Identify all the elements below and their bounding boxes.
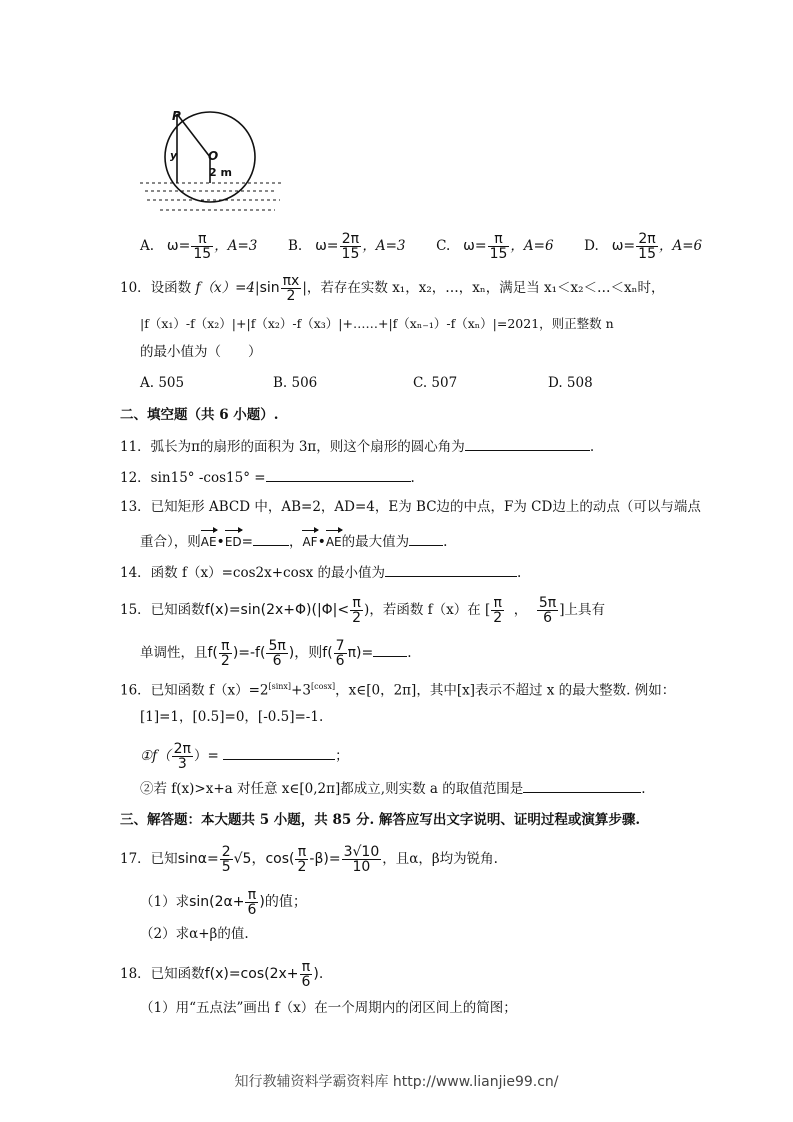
q15-text: )，则 [288,645,323,661]
fraction [491,596,504,625]
q9-option-c [436,231,558,262]
q11-answer-blank[interactable] [465,436,590,451]
numerator: 2π [636,232,658,247]
denominator: 2 [220,653,230,669]
section-fill-in-heading: 二、填空题（共 6 小题）. [120,407,279,423]
q15-text: )，若函数 f（x）在 [ [364,602,491,618]
numerator: 2π [340,232,362,247]
q16-text: ①f（ [140,748,171,764]
fraction [219,639,232,668]
denominator: 2 [297,859,307,875]
q16-answer-blank-1[interactable] [223,745,335,760]
q15-text: 15．已知函数 [120,602,205,618]
exponent: [cosx] [310,682,336,691]
denominator: 3 [177,756,187,772]
radius-line [177,114,210,157]
q10-sum: |f（x₁）-f（x₂）|+|f（x₂）-f（x₃）|+……+|f（xₙ₋₁）-f（xₙ）|=2021，则正整数 n [140,316,614,331]
numerator: πx [282,273,300,289]
option-letter: B. [287,238,303,254]
omega: ω [315,238,327,254]
q14-answer-blank[interactable] [385,562,517,577]
q13-max-text: 的最大值为 [341,534,410,550]
q11-text: 11．弧长为π的扇形的面积为 3π，则这个扇形的圆心角为 [120,439,465,455]
q9-option-a [140,231,262,262]
omega: ω [463,238,475,254]
q16-text: ）= [193,748,219,764]
q18-text: ). [313,966,324,982]
q15-answer-blank[interactable] [373,642,407,657]
numerator: π [295,845,308,860]
q13-answer-blank-2[interactable] [409,531,443,546]
q10-option-a: A. 505 [140,375,185,391]
q17-text: )的值； [259,894,307,910]
period: . [407,645,412,661]
q15-f: f( [207,645,218,661]
numerator: 2π [173,741,191,757]
q17-stem [120,845,498,874]
denominator: 6 [543,610,553,626]
q10-stem: 10．设函数 f（x）=4|sin $\frac{\pi x}{2}$ |，若存在实数 x₁，x₂，…，xₙ，满足当 x₁＜x₂＜…＜xₙ时， [120,273,665,304]
fraction [266,639,287,668]
dot-operator: • [317,534,326,550]
vector-ae: AE [201,528,217,552]
q16-part2 [140,778,646,799]
amplitude: ，A=3 [362,238,406,254]
numerator: π [245,888,258,903]
vector-af: AF [302,528,317,552]
amplitude: ，A=6 [510,238,554,254]
vector-ed: ED [225,528,242,552]
period: . [641,781,646,797]
fraction [191,232,213,261]
numerator: 2 [221,844,231,860]
q13-line2 [140,528,447,552]
q10-options [140,373,593,393]
q15-line1 [120,596,605,625]
q15-line2 [140,639,412,668]
q15-text: 单调性，且 [140,645,208,661]
q10-tail: 的最小值为（ ） [140,344,262,360]
footer-watermark: 知行教辅资料学霸资料库 http://www.lianjie99.cn/ [234,1074,559,1090]
period: . [443,534,448,550]
q17-sin: sinα= [177,851,219,867]
section-solutions-heading: 三、解答题：本大题共 5 小题，共 85 分. 解答应写出文字说明、证明过程或演算步骤. [120,812,641,828]
denominator: 15 [489,246,508,262]
equals: = [178,238,191,254]
denominator: 15 [638,246,656,262]
q16-part1 [140,742,349,771]
comma: ， [288,534,303,550]
q14 [120,562,521,583]
q14-text: 14．函数 f（x）=cos2x+cosx 的最小值为 [120,565,386,581]
q18-stem [120,960,323,989]
q17-expr: sin(2α+ [189,894,245,910]
point-p-label: P [172,109,181,123]
fraction [220,845,233,874]
amplitude: ，A=3 [214,238,258,254]
q15-f: f( [322,645,333,661]
q15-text: ]上具有 [559,602,606,618]
q13-answer-blank-1[interactable] [253,531,289,546]
q13-text: 重合），则 [140,534,201,550]
denominator: 2 [493,610,503,626]
q10-option-b: B. 506 [273,375,318,391]
fraction [281,274,302,303]
fraction [245,888,258,917]
equals: = [326,238,339,254]
fraction [636,232,658,261]
q16-answer-blank-2[interactable] [523,778,641,793]
q10-condition: ，若存在实数 x₁，x₂，…，xₙ，满足当 x₁＜x₂＜…＜xₙ时， [306,280,665,296]
q18-text: 18．已知函数 [120,966,205,982]
denominator: 6 [301,974,311,990]
option-letter: A. [140,238,155,254]
numerator: 3√10 [343,844,380,860]
q10-number: 10．设函数 [120,280,192,296]
numerator: π [350,596,363,611]
exponent: [sinx] [268,682,292,691]
dot-operator: • [216,534,225,550]
fraction [340,232,362,261]
period: . [589,439,595,455]
period: . [410,470,415,486]
q9-options [140,232,702,261]
sqrt-5: √5 [233,851,252,867]
denominator: 10 [352,859,371,875]
numerator: 5π [538,595,557,611]
vector-ae: AE [326,528,342,552]
q12-text: 12．sin15° -cos15° = [120,470,266,486]
q16-text: +3 [291,682,311,699]
fraction [537,596,558,625]
omega: ω [611,238,624,254]
fraction [334,639,347,668]
denominator: 5 [221,859,231,875]
q16-line2: [1]=1，[0.5]=0，[-0.5]=-1. [140,709,324,725]
omega: ω [166,238,179,254]
q16-text: ，x∈[0，2π]，其中[x]表示不超过 x 的最大整数. 例如： [335,682,676,699]
denominator: 6 [272,653,282,669]
q17-text: -β)= [309,851,341,867]
q9-option-d [584,231,703,262]
denominator: 15 [193,246,212,262]
numerator: π [491,596,504,611]
fraction [342,845,382,874]
numerator: π [191,232,213,247]
q10-option-c: C. 507 [413,375,458,391]
option-letter: C. [436,238,451,254]
denominator: 6 [335,653,345,669]
numerator: π [488,232,510,247]
fraction [295,845,308,874]
denominator: 2 [352,610,362,626]
sin: sin [259,280,280,296]
q18-function: f(x)=cos(2x+ [204,966,299,982]
q10-function: f（x）=4 [195,280,255,296]
q17-text: 17．已知 [120,851,178,867]
point-o-label: O [208,149,219,163]
fraction [300,960,313,989]
q17-part1 [140,888,307,917]
denominator: 15 [341,246,360,262]
numerator: π [219,639,232,654]
q18-part1: （1）用“五点法”画出 f（x）在一个周期内的闭区间上的简图； [140,1000,517,1016]
numerator: 7 [335,638,345,654]
q17-text: ，且α，β均为锐角. [382,851,498,867]
amplitude: ，A=6 [658,238,703,254]
q16-line1 [120,677,675,701]
option-letter: D. [584,238,599,254]
fraction [350,596,363,625]
equals: = [623,238,636,254]
radius-2m-label: 2 m [209,166,232,179]
denominator: 2 [286,288,296,304]
q16-text: 16．已知函数 f（x）=2 [120,682,269,699]
q15-f: π)= [347,645,374,661]
numerator: π [300,960,313,975]
q12 [120,467,415,488]
q17-text: （1）求 [140,894,190,910]
q15-function: f(x)=sin(2x+Φ)(|Φ|< [204,602,350,618]
fraction [172,742,193,771]
semicolon: ； [335,748,349,764]
q9-option-b [287,231,410,262]
y-label: y [170,149,178,162]
period: . [517,565,522,581]
equals: = [474,238,487,254]
q16-text: ②若 f(x)>x+a 对任意 x∈[0,2π]都成立,则实数 a 的取值范围是 [140,781,524,797]
q17-part2: （2）求α+β的值. [140,926,249,942]
q10-option-d: D. 508 [548,375,593,391]
equals: = [241,534,253,550]
comma: ， [513,602,528,618]
denominator: 6 [247,902,257,918]
q17-cos: ，cos( [251,851,295,867]
fraction [488,232,510,261]
q15-f: )=-f( [232,645,266,661]
q12-answer-blank[interactable] [266,467,411,482]
numerator: 5π [268,638,286,654]
q13-line1: 13．已知矩形 ABCD 中，AB=2，AD=4，E为 BC边的中点，F为 CD边上的动点（可以与端点 [120,499,701,515]
q11 [120,436,594,457]
